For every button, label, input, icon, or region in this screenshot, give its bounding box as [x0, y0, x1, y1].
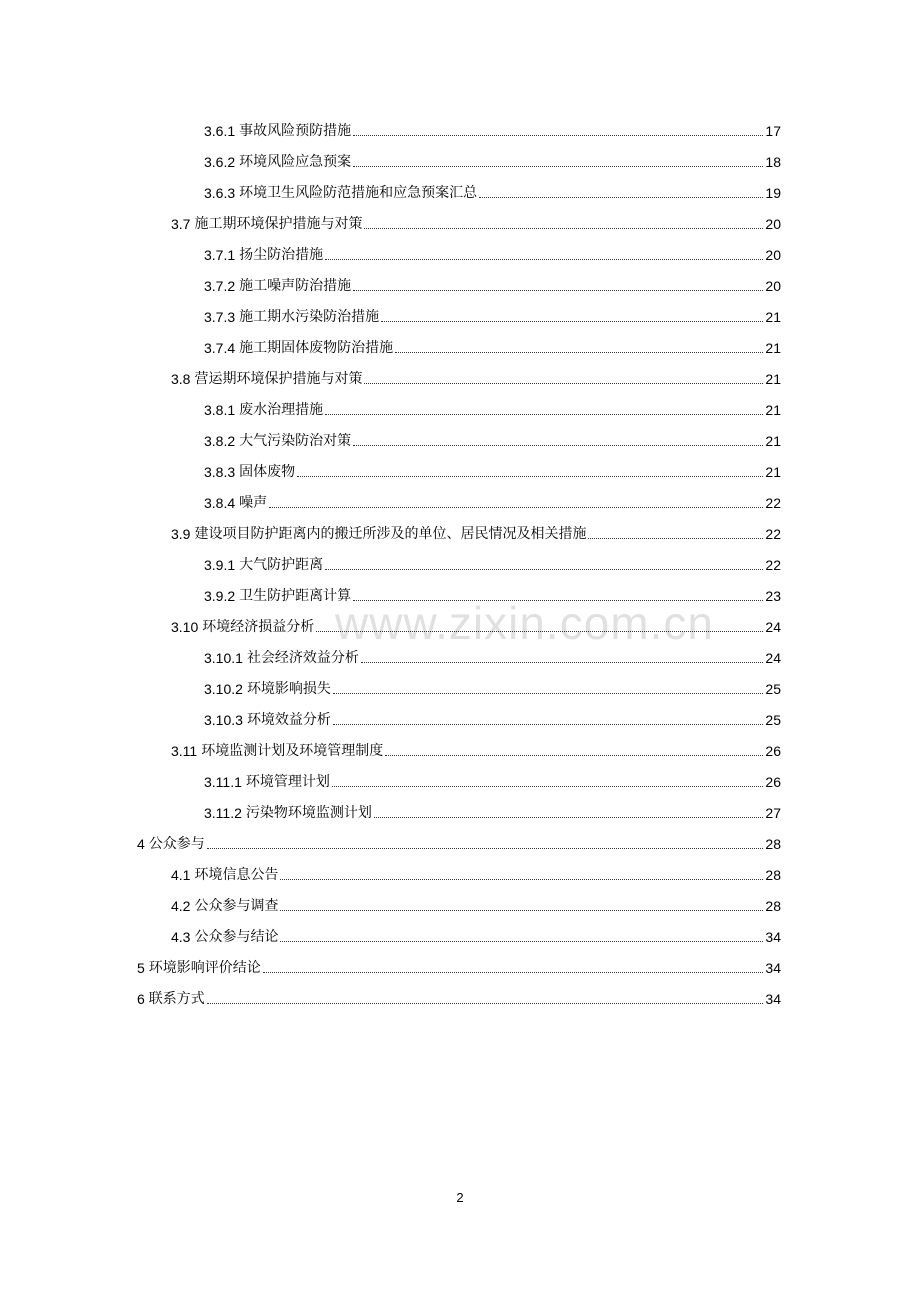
- toc-dot-leader: [374, 817, 764, 818]
- toc-entry[interactable]: [204, 242, 781, 264]
- toc-dot-leader: [364, 228, 763, 229]
- toc-dot-leader: [280, 879, 763, 880]
- toc-entry-title: 营运期环境保护措施与对策: [194, 371, 363, 387]
- toc-entry-page: 19: [765, 185, 781, 201]
- toc-dot-leader: [395, 352, 763, 353]
- toc-entry-number: 3.10.1: [204, 650, 243, 666]
- toc-dot-leader: [325, 259, 763, 260]
- toc-dot-leader: [353, 290, 763, 291]
- toc-entry-title: 扬尘防治措施: [239, 247, 324, 263]
- toc-entry[interactable]: [171, 614, 781, 636]
- toc-dot-leader: [269, 507, 763, 508]
- toc-entry-title: 公众参与: [148, 836, 205, 852]
- toc-entry[interactable]: [171, 924, 781, 946]
- toc-entry-number: 3.8.3: [204, 464, 236, 480]
- toc-entry-page: 20: [765, 278, 781, 294]
- toc-entry-page: 21: [765, 402, 781, 418]
- toc-dot-leader: [364, 383, 763, 384]
- toc-entry-number: 4: [137, 836, 145, 852]
- toc-entry-title: 固体废物: [239, 464, 296, 480]
- toc-entry-title: 环境效益分析: [246, 712, 331, 728]
- toc-entry-page: 21: [765, 371, 781, 387]
- toc-entry-page: 23: [765, 588, 781, 604]
- toc-entry-number: 3.10.2: [204, 681, 243, 697]
- toc-entry-number: 6: [137, 991, 145, 1007]
- toc-entry-number: 4.3: [171, 929, 191, 945]
- toc-entry-page: 34: [765, 960, 781, 976]
- toc-entry[interactable]: [137, 831, 781, 853]
- toc-entry-title: 卫生防护距离计算: [239, 588, 352, 604]
- toc-entry-title: 大气防护距离: [239, 557, 324, 573]
- toc-dot-leader: [479, 197, 763, 198]
- toc-entry-page: 26: [765, 743, 781, 759]
- toc-entry-number: 3.8: [171, 371, 191, 387]
- toc-entry-number: 3.6.2: [204, 154, 236, 170]
- toc-entry-page: 22: [765, 526, 781, 542]
- toc-entry-title: 噪声: [239, 495, 268, 511]
- page-number: 2: [456, 1190, 464, 1205]
- toc-entry-title: 社会经济效益分析: [246, 650, 359, 666]
- toc-entry[interactable]: [204, 149, 781, 171]
- toc-entry-page: 34: [765, 929, 781, 945]
- toc-entry[interactable]: [171, 366, 781, 388]
- toc-dot-leader: [297, 476, 763, 477]
- toc-entry[interactable]: [204, 583, 781, 605]
- toc-entry[interactable]: [204, 304, 781, 326]
- toc-entry-number: 5: [137, 960, 145, 976]
- toc-entry-number: 3.7.3: [204, 309, 236, 325]
- toc-entry-title: 环境影响评价结论: [148, 960, 261, 976]
- toc-dot-leader: [588, 538, 763, 539]
- toc-entry-page: 24: [765, 619, 781, 635]
- toc-dot-leader: [280, 910, 763, 911]
- toc-entry[interactable]: [171, 521, 781, 543]
- toc-entry[interactable]: [204, 707, 781, 729]
- toc-entry-page: 28: [765, 836, 781, 852]
- toc-dot-leader: [280, 941, 763, 942]
- toc-entry-page: 26: [765, 774, 781, 790]
- toc-entry-title: 施工噪声防治措施: [239, 278, 352, 294]
- toc-entry-number: 3.8.1: [204, 402, 236, 418]
- toc-dot-leader: [353, 445, 763, 446]
- toc-entry[interactable]: [204, 428, 781, 450]
- toc-entry[interactable]: [171, 862, 781, 884]
- toc-entry-number: 3.6.3: [204, 185, 236, 201]
- toc-entry-page: 28: [765, 867, 781, 883]
- toc-dot-leader: [333, 693, 763, 694]
- toc-entry-page: 34: [765, 991, 781, 1007]
- toc-entry-page: 20: [765, 247, 781, 263]
- toc-entry-number: 3.8.4: [204, 495, 236, 511]
- toc-entry-number: 4.2: [171, 898, 191, 914]
- toc-entry-title: 环境影响损失: [246, 681, 331, 697]
- toc-entry[interactable]: [204, 273, 781, 295]
- toc-dot-leader: [207, 1003, 764, 1004]
- toc-entry[interactable]: [204, 769, 781, 791]
- toc-entry-title: 环境监测计划及环境管理制度: [201, 743, 384, 759]
- toc-entry-page: 21: [765, 309, 781, 325]
- toc-dot-leader: [325, 414, 763, 415]
- toc-dot-leader: [353, 135, 763, 136]
- toc-entry-number: 3.10.3: [204, 712, 243, 728]
- toc-entry-title: 环境信息公告: [194, 867, 279, 883]
- toc-entry-title: 废水治理措施: [239, 402, 324, 418]
- toc-entry-title: 环境风险应急预案: [239, 154, 352, 170]
- toc-entry[interactable]: [204, 645, 781, 667]
- toc-entry-number: 3.11.2: [204, 805, 242, 821]
- toc-entry-number: 3.9: [171, 526, 191, 542]
- toc-entry-number: 3.7.4: [204, 340, 236, 356]
- toc-entry-number: 3.11: [171, 743, 198, 759]
- toc-dot-leader: [316, 631, 763, 632]
- toc-dot-leader: [353, 166, 763, 167]
- toc-entry-page: 22: [765, 495, 781, 511]
- toc-entry-number: 4.1: [171, 867, 191, 883]
- watermark: www.zixin.com.cn: [335, 597, 714, 649]
- toc-entry[interactable]: [204, 459, 781, 481]
- toc-entry[interactable]: [204, 552, 781, 574]
- toc-entry-number: 3.6.1: [204, 123, 236, 139]
- toc-entry-title: 联系方式: [148, 991, 205, 1007]
- toc-entry[interactable]: [171, 211, 781, 233]
- toc-entry-number: 3.8.2: [204, 433, 236, 449]
- toc-entry-title: 施工期水污染防治措施: [239, 309, 380, 325]
- toc-entry-title: 大气污染防治对策: [239, 433, 352, 449]
- toc-entry-title: 环境管理计划: [245, 774, 330, 790]
- toc-dot-leader: [381, 321, 763, 322]
- toc-entry[interactable]: [137, 955, 781, 977]
- toc-entry-number: 3.7.1: [204, 247, 236, 263]
- toc-entry-title: 环境经济损益分析: [202, 619, 315, 635]
- toc-entry-number: 3.10: [171, 619, 199, 635]
- toc-dot-leader: [361, 662, 763, 663]
- toc-entry-page: 24: [765, 650, 781, 666]
- toc-entry-title: 公众参与调查: [194, 898, 279, 914]
- toc-entry-title: 污染物环境监测计划: [245, 805, 372, 821]
- toc-entry-page: 20: [765, 216, 781, 232]
- toc-entry-page: 25: [765, 681, 781, 697]
- toc-entry-title: 建设项目防护距离内的搬迁所涉及的单位、居民情况及相关措施: [194, 526, 587, 542]
- toc-entry-title: 事故风险预防措施: [239, 123, 352, 139]
- toc-entry-number: 3.7: [171, 216, 191, 232]
- toc-dot-leader: [333, 724, 763, 725]
- toc-entry[interactable]: [171, 893, 781, 915]
- toc-dot-leader: [385, 755, 763, 756]
- toc-entry-number: 3.11.1: [204, 774, 242, 790]
- toc-dot-leader: [325, 569, 763, 570]
- toc-entry-number: 3.7.2: [204, 278, 236, 294]
- toc-entry-page: 21: [765, 433, 781, 449]
- toc-entry[interactable]: [137, 986, 781, 1008]
- toc-entry-page: 25: [765, 712, 781, 728]
- toc-entry-number: 3.9.1: [204, 557, 236, 573]
- toc-entry-title: 施工期固体废物防治措施: [239, 340, 394, 356]
- toc-entry[interactable]: [204, 800, 781, 822]
- toc-entry[interactable]: [204, 180, 781, 202]
- toc-entry[interactable]: [204, 490, 781, 512]
- toc-entry[interactable]: [204, 335, 781, 357]
- toc-entry[interactable]: [204, 397, 781, 419]
- toc-entry[interactable]: [171, 738, 781, 760]
- toc-entry-page: 27: [765, 805, 781, 821]
- toc-entry[interactable]: [204, 118, 781, 140]
- toc-entry-title: 环境卫生风险防范措施和应急预案汇总: [239, 185, 478, 201]
- toc-entry-page: 18: [765, 154, 781, 170]
- toc-dot-leader: [332, 786, 764, 787]
- toc-entry-page: 17: [765, 123, 781, 139]
- toc-entry-page: 28: [765, 898, 781, 914]
- toc-entry-page: 22: [765, 557, 781, 573]
- toc-entry[interactable]: [204, 676, 781, 698]
- toc-entry-page: 21: [765, 464, 781, 480]
- toc-dot-leader: [207, 848, 764, 849]
- toc-entry-number: 3.9.2: [204, 588, 236, 604]
- toc-dot-leader: [263, 972, 764, 973]
- toc-entry-page: 21: [765, 340, 781, 356]
- toc-entry-title: 施工期环境保护措施与对策: [194, 216, 363, 232]
- toc-dot-leader: [353, 600, 763, 601]
- toc-entry-title: 公众参与结论: [194, 929, 279, 945]
